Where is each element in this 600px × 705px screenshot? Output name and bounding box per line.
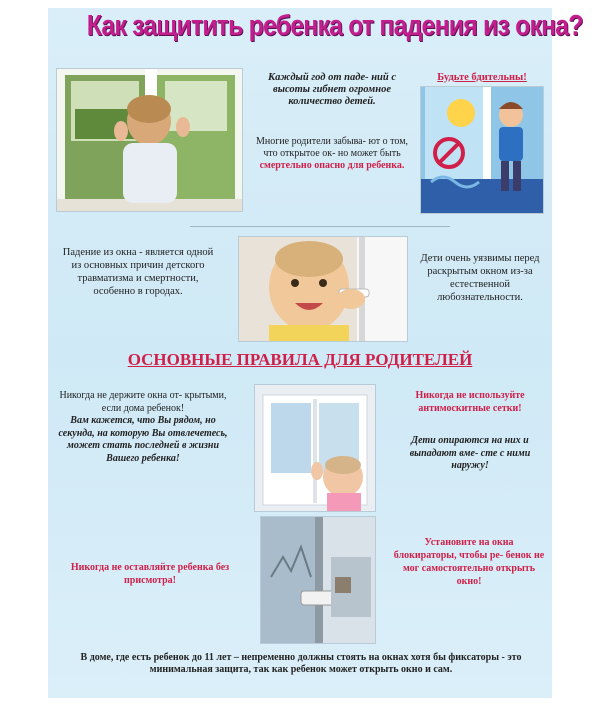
deadly-danger-text: смертельно опасно для ребенка. <box>259 160 405 171</box>
curious-children-text: Дети очень уязвимы перед раскрытым окном из-за естественной любознательности. <box>420 253 540 303</box>
open-window-danger-text <box>252 136 412 172</box>
open-window-text: Многие родители забыва- ют о том, что открытое ок- но может быть <box>255 136 409 159</box>
rule-never-leave-unattended: Никогда не оставляйте ребенка без присмотра! <box>70 562 230 586</box>
be-careful-label: Будьте бдительны! <box>437 72 527 83</box>
rule2-warning: Дети опираются на них и выпадают вме- сте с ними наружу! <box>409 435 531 471</box>
rule-keep-windows-closed <box>58 390 228 465</box>
baby-at-open-window-photo <box>254 384 376 512</box>
parent-rules-heading: ОСНОВНЫЕ ПРАВИЛА ДЛЯ РОДИТЕЛЕЙ <box>127 350 473 369</box>
cartoon-child-at-window-illustration <box>420 86 544 214</box>
poster-title: Как защитить ребенка от падения из окна? <box>86 10 583 42</box>
rule2-heading: Никогда не используйте антимоскитные сетки! <box>415 390 525 414</box>
window-lock-photo <box>260 516 376 644</box>
rule1-text: Никогда не держите окна от- крытыми, если дома ребенок! <box>59 390 227 414</box>
baby-holding-window-handle-photo <box>238 236 408 342</box>
section-divider-1 <box>190 226 450 227</box>
rule1-warning: Вам кажется, что Вы рядом, но секунда, на которую Вы отвлечетесь, может стать последней в жизни Вашего ребенка! <box>58 415 228 464</box>
footer-note: В доме, где есть ребенок до 11 лет – непременно должны стоять на окнах хотя бы фиксаторы - это минимальная защита, так как ребенок может открыть окно и сам. <box>80 652 522 675</box>
fall-cause-text: Падение из окна - является одной из основных причин детского травматизма и смертности, особенно в городах. <box>62 247 214 297</box>
child-at-window-photo <box>56 68 243 212</box>
rule-install-window-locks: Установите на окна блокираторы, чтобы ре- бенок не мог самостоятельно открыть окно! <box>393 537 545 587</box>
falls-statistic-text: Каждый год от паде- ний с высоты гибнет огромное количество детей. <box>267 72 397 107</box>
rule-no-mosquito-nets <box>392 390 548 473</box>
